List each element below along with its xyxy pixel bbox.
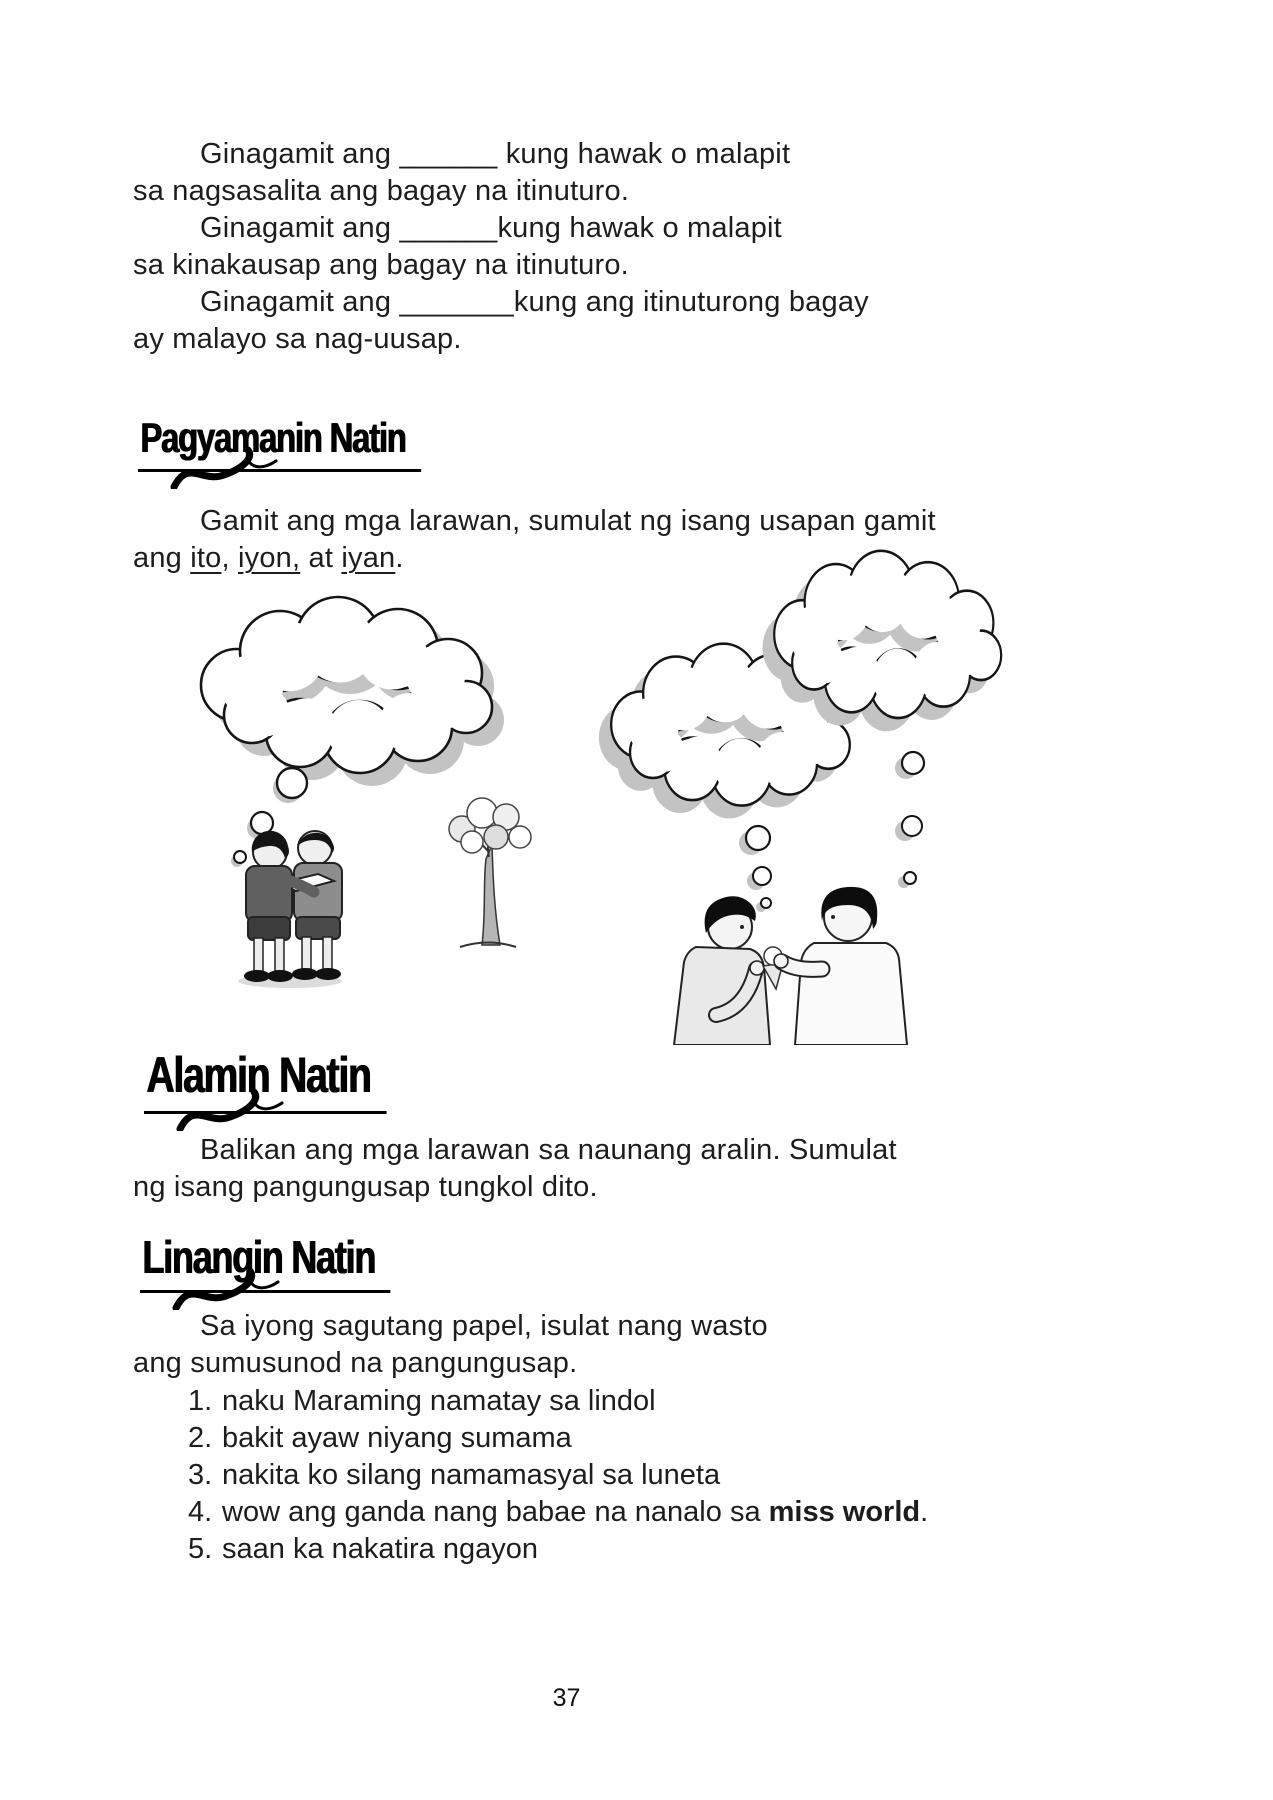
- section-heading-linangin: [140, 1230, 461, 1293]
- list-number: 4.: [188, 1496, 213, 1528]
- text-line: ay malayo sa nag-uusap.: [133, 323, 462, 355]
- text-segment: ,: [221, 542, 238, 574]
- sentence-list: [133, 1383, 928, 1568]
- text-segment: at: [300, 542, 342, 574]
- section-title-alamin: Alamin Natin: [144, 1049, 386, 1114]
- swash-icon: [168, 443, 288, 489]
- tree-illustration: [449, 798, 531, 947]
- list-number: 3.: [188, 1459, 213, 1491]
- thought-cloud-left: [201, 597, 504, 786]
- linangin-instructions: [133, 1308, 768, 1382]
- text-segment: ang: [133, 542, 191, 574]
- list-number: 2.: [188, 1422, 213, 1454]
- text-line: Sa iyong sagutang papel, isulat nang wasto: [200, 1310, 768, 1342]
- list-item: [133, 1531, 928, 1568]
- list-item: [133, 1457, 928, 1494]
- swash-icon: [174, 1085, 294, 1131]
- swash-icon: [170, 1264, 290, 1310]
- list-number: 1.: [188, 1385, 213, 1417]
- underlined-word-ito: ito: [190, 542, 222, 574]
- text-line: Gamit ang mga larawan, sumulat ng isang usapan gamit: [200, 505, 936, 537]
- text-line: ng isang pangungusap tungkol dito.: [133, 1171, 598, 1203]
- page-number: 37: [552, 1684, 581, 1712]
- text-line: sa nagsasalita ang bagay na itinuturo.: [133, 175, 630, 207]
- list-number: 5.: [188, 1533, 213, 1565]
- text-line: Ginagamit ang ______ kung hawak o malapit: [200, 138, 791, 170]
- text-line: sa kinakausap ang bagay na itinuturo.: [133, 249, 629, 281]
- list-text: wow ang ganda nang babae na nanalo sa miss world.: [222, 1496, 929, 1528]
- list-text: bakit ayaw niyang sumama: [222, 1422, 572, 1454]
- section-heading-pagyamanin: [138, 414, 501, 472]
- list-item: [133, 1383, 928, 1420]
- intro-paragraphs: [133, 136, 869, 358]
- text-segment: .: [395, 542, 404, 574]
- underlined-word-iyon: iyon,: [238, 542, 301, 574]
- text-line: ang sumusunod na pangungusap.: [133, 1347, 578, 1379]
- section-title-pagyamanin: Pagyamanin Natin: [138, 416, 421, 472]
- list-item: [133, 1494, 928, 1531]
- underlined-word-iyan: iyan: [341, 542, 396, 574]
- text-line: Balikan ang mga larawan sa naunang aralin. Sumulat: [200, 1134, 897, 1166]
- section-title-linangin: Linangin Natin: [140, 1233, 391, 1293]
- list-item: [133, 1420, 928, 1457]
- section-heading-alamin: [144, 1046, 455, 1114]
- list-text: naku Maraming namatay sa lindol: [222, 1385, 656, 1417]
- boys-ice-cream-illustration: [674, 887, 907, 1045]
- illustration-thought-clouds-scene: [130, 545, 1014, 1045]
- list-text: saan ka nakatira ngayon: [222, 1533, 538, 1565]
- alamin-instructions: [133, 1132, 897, 1206]
- text-line: Ginagamit ang _______kung ang itinuturong bagay: [200, 286, 869, 318]
- list-text: nakita ko silang namamasyal sa luneta: [222, 1459, 721, 1491]
- kids-reading-illustration: [238, 831, 342, 988]
- text-line: Ginagamit ang ______kung hawak o malapit: [200, 212, 782, 244]
